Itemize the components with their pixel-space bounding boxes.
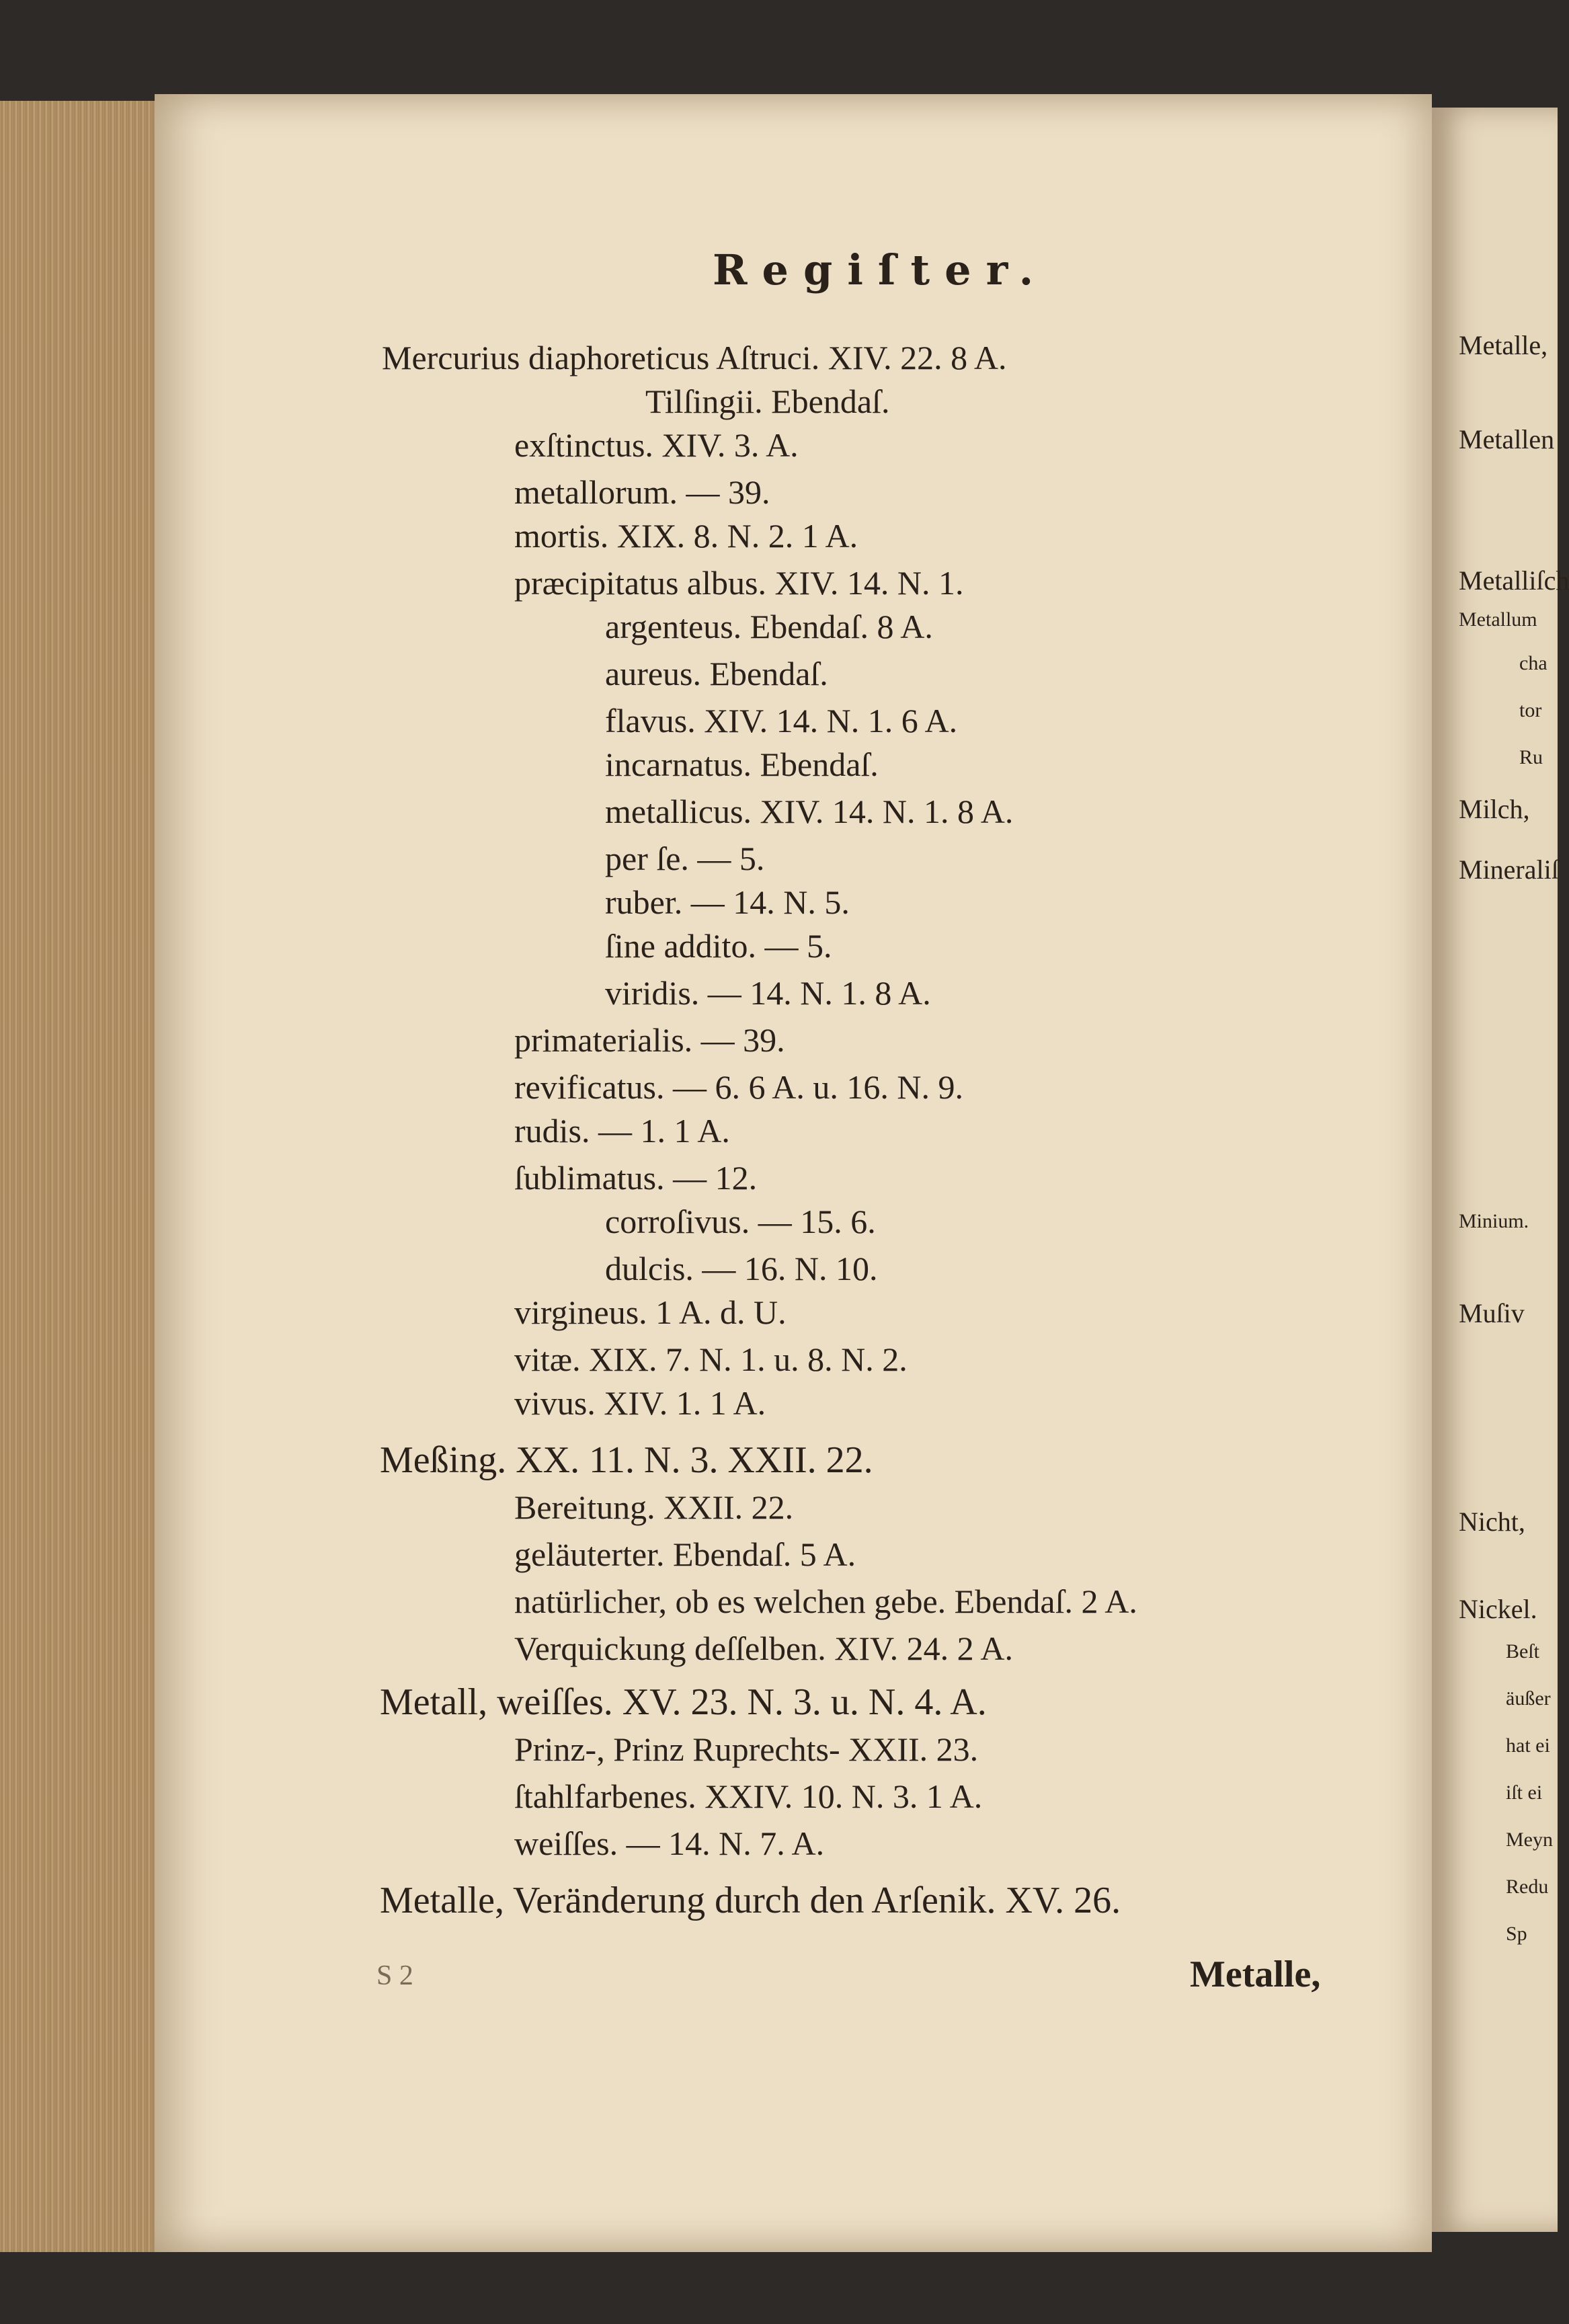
entry-line: præcipitatus albus. XIV. 14. N. 1. <box>514 564 964 602</box>
right-fragment: Metallum <box>1459 608 1537 631</box>
entry-line: virgineus. 1 A. d. U. <box>514 1293 787 1331</box>
entry-line: Bereitung. XXII. 22. <box>514 1488 794 1526</box>
right-fragment: Beſt <box>1506 1640 1539 1662</box>
entry-headword: Meßing. XX. 11. N. 3. XXII. 22. <box>380 1439 873 1481</box>
entry-line: geläuterter. Ebendaſ. 5 A. <box>514 1535 856 1573</box>
entry-line: argenteus. Ebendaſ. 8 A. <box>605 608 933 645</box>
entry-line: Mercurius diaphoreticus Aſtruci. XIV. 22. 8 A. <box>382 339 1007 376</box>
entry-line: natürlicher, ob es welchen gebe. Ebendaſ. 2 A. <box>514 1582 1137 1620</box>
right-fragment: Redu <box>1506 1876 1549 1898</box>
right-fragment: Metallen <box>1459 424 1555 454</box>
right-fragment: tor <box>1519 699 1542 721</box>
right-fragment: iſt ei <box>1506 1781 1543 1804</box>
entry-line: aureus. Ebendaſ. <box>605 655 828 692</box>
right-fragment: Metalliſch <box>1459 565 1569 596</box>
entry-line: mortis. XIX. 8. N. 2. 1 A. <box>514 517 858 555</box>
entry-line: viridis. — 14. N. 1. 8 A. <box>605 974 931 1012</box>
right-fragment: äußer <box>1506 1687 1551 1710</box>
page-header: Regiſter. <box>713 245 1049 294</box>
right-fragment: Milch, <box>1459 794 1530 824</box>
entry-line: ſtahlfarbenes. XXIV. 10. N. 3. 1 A. <box>514 1777 983 1815</box>
right-fragment: Metalle, <box>1459 330 1548 360</box>
right-fragment: Nicht, <box>1459 1507 1525 1537</box>
right-fragment: cha <box>1519 652 1547 674</box>
entry-line: Tilſingii. Ebendaſ. <box>645 383 890 420</box>
right-fragment: Sp <box>1506 1923 1527 1945</box>
entry-line: vivus. XIV. 1. 1 A. <box>514 1384 766 1422</box>
entry-line: rudis. — 1. 1 A. <box>514 1112 730 1150</box>
entry-line: ſublimatus. — 12. <box>514 1159 758 1197</box>
facing-page <box>1432 108 1569 2232</box>
entry-line: Prinz-, Prinz Ruprechts- XXII. 23. <box>514 1730 979 1768</box>
right-fragment: Ru <box>1519 746 1543 768</box>
catchword: Metalle, <box>1190 1954 1321 1995</box>
entry-line: ruber. — 14. N. 5. <box>605 883 850 921</box>
entry-line: metallicus. XIV. 14. N. 1. 8 A. <box>605 793 1014 830</box>
entry-line: incarnatus. Ebendaſ. <box>605 746 879 783</box>
entry-line: dulcis. — 16. N. 10. <box>605 1250 878 1287</box>
entry-line: corroſivus. — 15. 6. <box>605 1203 876 1240</box>
entry-line: per ſe. — 5. <box>605 840 765 877</box>
entry-line: ſine addito. — 5. <box>605 927 832 965</box>
entry-line: metallorum. — 39. <box>514 473 770 511</box>
entry-line: flavus. XIV. 14. N. 1. 6 A. <box>605 702 958 739</box>
signature-mark: S 2 <box>376 1960 413 1991</box>
entry-line: revificatus. — 6. 6 A. u. 16. N. 9. <box>514 1068 963 1106</box>
right-fragment: Muſiv <box>1459 1298 1525 1328</box>
entry-line: primaterialis. — 39. <box>514 1021 785 1059</box>
entry-headword: Metalle, Veränderung durch den Arſenik. XV. 26. <box>380 1880 1121 1921</box>
right-fragment: Meyn <box>1506 1829 1553 1851</box>
right-fragment: Nickel. <box>1459 1594 1537 1624</box>
entry-line: weiſſes. — 14. N. 7. A. <box>514 1825 825 1862</box>
entry-headword: Metall, weiſſes. XV. 23. N. 3. u. N. 4. A. <box>380 1681 987 1723</box>
right-fragment: Minium. <box>1459 1210 1529 1232</box>
entry-line: exſtinctus. XIV. 3. A. <box>514 426 799 464</box>
right-fragment: hat ei <box>1506 1734 1550 1757</box>
right-fragment: Mineraliſ <box>1459 854 1559 885</box>
entry-line: vitæ. XIX. 7. N. 1. u. 8. N. 2. <box>514 1340 908 1378</box>
book-page-edges <box>0 101 168 2252</box>
entry-line: Verquickung deſſelben. XIV. 24. 2 A. <box>514 1630 1014 1667</box>
